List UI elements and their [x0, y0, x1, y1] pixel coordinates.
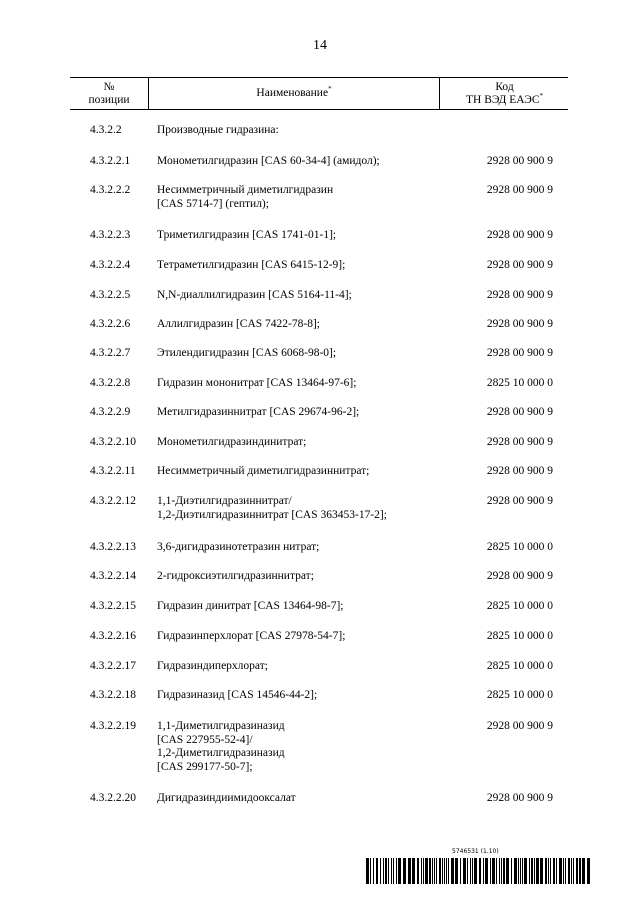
- row-name: [157, 720, 457, 774]
- row-position-number: 4.3.2.2.2: [90, 184, 131, 196]
- row-name: [157, 406, 457, 420]
- row-tnved-code: 2825 10 000 0: [486, 689, 553, 701]
- row-name: [157, 689, 457, 703]
- barcode-bar: [446, 858, 447, 884]
- row-tnved-code: 2928 00 900 9: [486, 184, 553, 196]
- row-name-line: Дигидразиндиимидооксалат: [157, 792, 296, 804]
- barcode-bar: [556, 858, 557, 884]
- row-position-number: 4.3.2.2.19: [90, 720, 136, 732]
- barcode-bar: [425, 858, 428, 884]
- barcode-bar: [522, 858, 523, 884]
- barcode-bar: [373, 858, 374, 884]
- barcode-bar: [568, 858, 570, 884]
- row-name-line: Гидразин динитрат [CAS 13464-98-7];: [157, 600, 344, 612]
- barcode-bar: [571, 858, 572, 884]
- barcode-bar: [540, 858, 543, 884]
- row-tnved-code: 2928 00 900 9: [486, 570, 553, 582]
- row-position-number: 4.3.2.2.3: [90, 229, 131, 241]
- row-position-number: 4.3.2.2.9: [90, 406, 131, 418]
- row-name-line: 1,2-Диэтилгидразиннитрат [CAS 363453-17-2];: [157, 508, 387, 521]
- row-name-line: N,N-диаллилгидразин [CAS 5164-11-4];: [157, 289, 352, 301]
- row-tnved-code: 2928 00 900 9: [486, 720, 553, 732]
- row-name: [157, 377, 457, 391]
- barcode-bar: [483, 858, 484, 884]
- row-position-number: 4.3.2.2.12: [90, 495, 136, 507]
- barcode-bar: [524, 858, 527, 884]
- row-tnved-code: 2825 10 000 0: [486, 630, 553, 642]
- row-tnved-code: 2928 00 900 9: [486, 465, 553, 477]
- barcode-bar: [444, 858, 445, 884]
- barcode-bar: [388, 858, 389, 884]
- barcode-bar: [506, 858, 509, 884]
- barcode-bar: [472, 858, 473, 884]
- barcode-bar: [460, 858, 461, 884]
- row-tnved-code: 2825 10 000 0: [486, 541, 553, 553]
- row-name-line: Триметилгидразин [CAS 1741-01-1];: [157, 229, 337, 241]
- row-name: [157, 155, 457, 169]
- barcode-bar: [448, 858, 449, 884]
- row-name: [157, 124, 457, 138]
- barcode-bar: [403, 858, 406, 884]
- row-tnved-code: 2928 00 900 9: [486, 318, 553, 330]
- row-tnved-code: 2928 00 900 9: [486, 792, 553, 804]
- row-name: [157, 630, 457, 644]
- row-name: [157, 600, 457, 614]
- barcode-bar: [559, 858, 562, 884]
- barcode-bar: [553, 858, 555, 884]
- barcode-bar: [451, 858, 454, 884]
- barcode-bar: [436, 858, 437, 884]
- barcode-bar: [432, 858, 433, 884]
- row-name-line: [CAS 299177-50-7];: [157, 760, 253, 773]
- row-position-number: 4.3.2.2.8: [90, 377, 131, 389]
- row-name-line: 1,2-Диметилгидразиназид: [157, 747, 285, 759]
- row-position-number: 4.3.2.2.5: [90, 289, 131, 301]
- barcode-bar: [501, 858, 502, 884]
- barcode-bar: [385, 858, 387, 884]
- row-tnved-code: 2928 00 900 9: [486, 495, 553, 507]
- barcode-bar: [514, 858, 517, 884]
- row-position-number: 4.3.2.2.11: [90, 465, 136, 477]
- row-position-number: 4.3.2.2.16: [90, 630, 136, 642]
- barcode-bar: [383, 858, 384, 884]
- barcode-bar: [439, 858, 441, 884]
- barcode-bar: [492, 858, 495, 884]
- row-position-number: 4.3.2.2.17: [90, 660, 136, 672]
- row-name: [157, 465, 457, 479]
- barcode-bar: [485, 858, 488, 884]
- barcode-bar: [380, 858, 381, 884]
- row-tnved-code: 2825 10 000 0: [486, 377, 553, 389]
- row-tnved-code: 2928 00 900 9: [486, 347, 553, 359]
- row-tnved-code: 2928 00 900 9: [486, 229, 553, 241]
- barcode-bar: [490, 858, 491, 884]
- barcode-bar: [548, 858, 549, 884]
- barcode-bar: [520, 858, 521, 884]
- header-position-symbol: №: [103, 80, 115, 93]
- row-name: [157, 184, 457, 211]
- page-number: 14: [313, 38, 327, 53]
- barcode-bar: [421, 858, 422, 884]
- barcode-bar: [434, 858, 435, 884]
- row-tnved-code: 2825 10 000 0: [486, 600, 553, 612]
- barcode-bar: [408, 858, 411, 884]
- barcode-bar: [391, 858, 392, 884]
- row-name-line: Тетраметилгидразин [CAS 6415-12-9];: [157, 259, 346, 271]
- barcode-bar: [429, 858, 431, 884]
- row-position-number: 4.3.2.2.10: [90, 436, 136, 448]
- barcode-bar: [565, 858, 566, 884]
- barcode-bar: [563, 858, 564, 884]
- row-name: [157, 495, 457, 522]
- barcode-bar: [582, 858, 585, 884]
- barcode-bar: [529, 858, 530, 884]
- barcode-bar: [423, 858, 424, 884]
- barcode-bar: [376, 858, 378, 884]
- row-name: [157, 792, 457, 806]
- row-name-line: [CAS 5714-7] (гептил);: [157, 197, 269, 210]
- row-tnved-code: 2825 10 000 0: [486, 660, 553, 672]
- header-code: [439, 78, 569, 109]
- barcode-bar: [467, 858, 468, 884]
- barcode-bar: [393, 858, 394, 884]
- row-name-line: Несимметричный диметилгидразин: [157, 184, 334, 196]
- row-position-number: 4.3.2.2.18: [90, 689, 136, 701]
- row-name-line: Монометилгидразиндинитрат;: [157, 436, 307, 448]
- barcode-bar: [366, 858, 369, 884]
- barcode-bar: [496, 858, 497, 884]
- barcode-bar: [463, 858, 466, 884]
- row-position-number: 4.3.2.2.13: [90, 541, 136, 553]
- row-name: [157, 259, 457, 273]
- header-name-footnote-mark: *: [328, 85, 332, 94]
- header-position: [70, 78, 149, 109]
- row-tnved-code: 2928 00 900 9: [486, 259, 553, 271]
- row-position-number: 4.3.2.2.6: [90, 318, 131, 330]
- row-name-line: Этилендигидразин [CAS 6068-98-0];: [157, 347, 337, 359]
- barcode-bar: [573, 858, 574, 884]
- row-position-number: 4.3.2.2.1: [90, 155, 131, 167]
- row-tnved-code: 2928 00 900 9: [486, 436, 553, 448]
- row-tnved-code: 2928 00 900 9: [486, 289, 553, 301]
- row-name: [157, 318, 457, 332]
- row-name-line: [CAS 227955-52-4]/: [157, 733, 253, 746]
- row-tnved-code: 2928 00 900 9: [486, 406, 553, 418]
- row-name-line: Метилгидразиннитрат [CAS 29674-96-2];: [157, 406, 360, 418]
- barcode-bar: [455, 858, 458, 884]
- table-header: [70, 77, 568, 110]
- row-name: [157, 541, 457, 555]
- row-position-number: 4.3.2.2: [90, 124, 122, 136]
- barcode-bar: [536, 858, 539, 884]
- row-name-line: 3,6-дигидразинотетразин нитрат;: [157, 541, 320, 553]
- row-name-line: Гидразиндиперхлорат;: [157, 660, 268, 672]
- row-name-line: Гидразин мононитрат [CAS 13464-97-6];: [157, 377, 357, 389]
- row-position-number: 4.3.2.2.15: [90, 600, 136, 612]
- barcode-bar: [479, 858, 481, 884]
- row-name-line: 1,1-Диэтилгидразиннитрат/: [157, 495, 292, 507]
- row-name-line: Несимметричный диметилгидразиннитрат;: [157, 465, 370, 477]
- barcode-bar: [531, 858, 533, 884]
- barcode-bar: [576, 858, 578, 884]
- row-name: [157, 347, 457, 361]
- row-name-line: Гидразинперхлорат [CAS 27978-54-7];: [157, 630, 346, 642]
- header-code-footnote-mark: *: [539, 91, 544, 100]
- header-name: [149, 78, 439, 109]
- barcode-bar: [396, 858, 397, 884]
- barcode-bar: [499, 858, 500, 884]
- barcode-bar: [470, 858, 471, 884]
- header-name-label: Наименование*: [256, 85, 332, 99]
- row-name-line: Производные гидразина:: [157, 124, 279, 136]
- barcode-label: 5746531 (1.10): [452, 848, 499, 855]
- header-code-label: Код: [495, 80, 514, 93]
- row-name-line: Аллилгидразин [CAS 7422-78-8];: [157, 318, 320, 330]
- barcode-bar: [534, 858, 535, 884]
- barcode-bar: [579, 858, 581, 884]
- row-position-number: 4.3.2.2.14: [90, 570, 136, 582]
- barcode-bar: [511, 858, 512, 884]
- barcode-bar: [442, 858, 443, 884]
- row-name: [157, 570, 457, 584]
- barcode-image: [366, 858, 592, 884]
- row-name: [157, 436, 457, 450]
- row-name: [157, 660, 457, 674]
- row-name-line: 2-гидроксиэтилгидразиннитрат;: [157, 570, 314, 582]
- barcode-bar: [370, 858, 371, 884]
- barcode-bar: [398, 858, 401, 884]
- barcode-bar: [412, 858, 415, 884]
- row-tnved-code: 2928 00 900 9: [486, 155, 553, 167]
- row-position-number: 4.3.2.2.20: [90, 792, 136, 804]
- barcode-bar: [587, 858, 590, 884]
- row-name-line: Монометилгидразин [CAS 60-34-4] (амидол);: [157, 155, 380, 167]
- barcode-bar: [518, 858, 519, 884]
- row-name: [157, 229, 457, 243]
- barcode-bar: [474, 858, 477, 884]
- barcode-bar: [550, 858, 551, 884]
- header-position-label: позиции: [88, 93, 130, 106]
- barcode-bar: [545, 858, 547, 884]
- row-name: [157, 289, 457, 303]
- row-position-number: 4.3.2.2.7: [90, 347, 131, 359]
- header-code-system: ТН ВЭД ЕАЭС*: [465, 91, 544, 106]
- barcode-bar: [417, 858, 419, 884]
- row-name-line: 1,1-Диметилгидразиназид: [157, 720, 285, 732]
- row-position-number: 4.3.2.2.4: [90, 259, 131, 271]
- barcode-bar: [503, 858, 505, 884]
- row-name-line: Гидразиназид [CAS 14546-44-2];: [157, 689, 318, 701]
